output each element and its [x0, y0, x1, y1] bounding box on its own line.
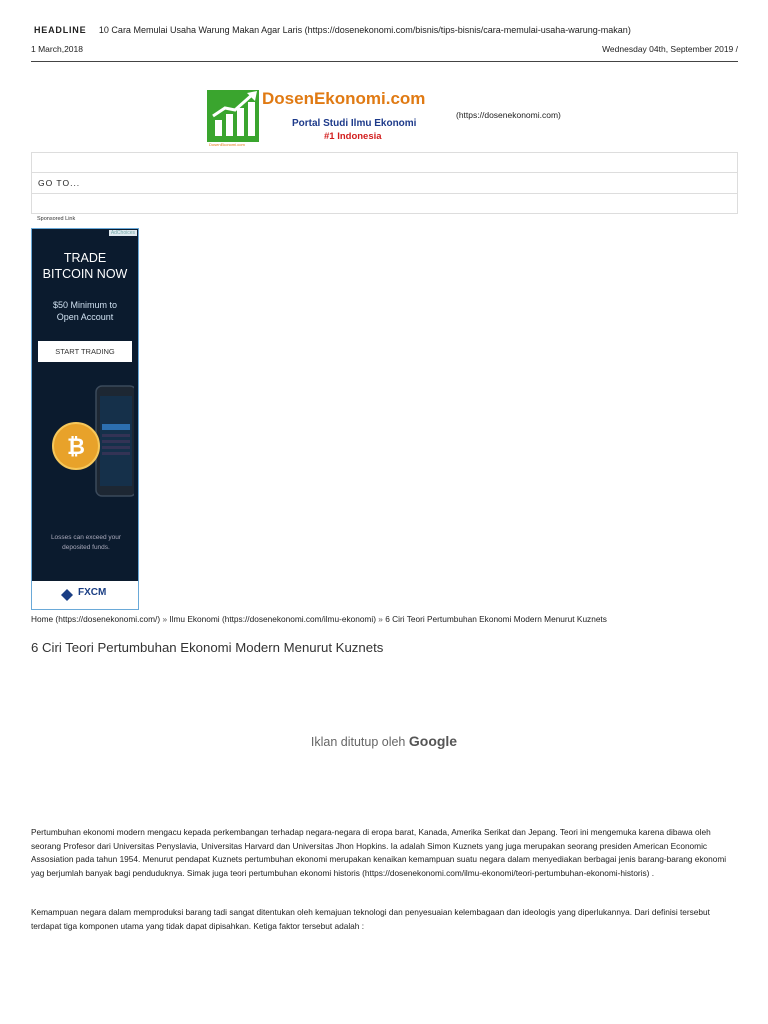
fxcm-brand: FXCM [78, 587, 107, 598]
fxcm-logo-icon [60, 588, 74, 602]
logo-image[interactable] [207, 88, 455, 146]
breadcrumb-separator: » [162, 614, 168, 624]
bitcoin-ad-banner[interactable] [31, 228, 139, 610]
logo-url[interactable]: (https://dosenekonomi.com) [456, 110, 561, 120]
ad-closed-text: Iklan ditutup oleh [310, 735, 406, 749]
bitcoin-phone-icon [38, 384, 134, 504]
ad-title: TRADE BITCOIN NOW [42, 251, 128, 281]
start-trading-button[interactable]: START TRADING [38, 341, 132, 362]
ad-closed-notice [0, 733, 768, 749]
adchoices-icon[interactable]: AdChoices [110, 230, 135, 236]
headline-bar [34, 25, 631, 35]
ad-subtitle: $50 Minimum to Open Account [52, 300, 118, 322]
headline-label: HEADLINE [34, 25, 87, 35]
ad-footer [32, 581, 138, 609]
post-date: 1 March,2018 [31, 44, 83, 54]
nav-row-top [32, 153, 737, 173]
breadcrumb-separator: » [378, 614, 383, 624]
article-paragraph-2: Kemampuan negara dalam memproduksi barang tadi sangat ditentukan oleh kemajuan teknologi dan penyesuaian kelembagaan dan ideologis yang diperlukannya. Dari definisi tersebut terdapat tiga komponen utama yang tidak dapat dipisahkan. Ketiga faktor tersebut adalah : [31, 907, 710, 931]
google-logo: Google [408, 733, 458, 749]
svg-text:DosenEkonomi.com: DosenEkonomi.com [209, 142, 245, 146]
svg-text:DosenEkonomi.com: DosenEkonomi.com [262, 89, 426, 108]
svg-text:Portal Studi Ilmu Ekonomi: Portal Studi Ilmu Ekonomi [292, 118, 417, 129]
historis-link[interactable]: teori pertumbuhan ekonomi historis (https://dosenekonomi.com/ilmu-ekonomi/teori-pertumbuhan-ekonomi-historis) [230, 867, 650, 878]
breadcrumb-category[interactable]: Ilmu Ekonomi (https://dosenekonomi.com/ilmu-ekonomi) [169, 614, 376, 624]
svg-text:#1 Indonesia: #1 Indonesia [324, 131, 382, 142]
nav-menu [31, 152, 738, 214]
breadcrumb [31, 614, 607, 624]
goto-dropdown[interactable]: GO TO... [32, 173, 737, 194]
article-paragraph-1: Pertumbuhan ekonomi modern mengacu kepada perkembangan terhadap negara-negara di eropa barat, Kanada, Amerika Serikat dan Jepang. Teori ini mengemuka karena dibawa oleh seorang Profesor dari Universitas Penyslavia, Universitas Harvard dan Universitas Jhon Hopkins. Ia adalah Simon Kuznets yang juga merupakan seorang presiden American Economic Assosiation pada tahun 1954. Menurut pendapat Kuznets pertumbuhan ekonomi merupakan kenaikan kemampuan suatu negara dalam menyediakan berbagai jenis barang-barang ekonomi yag berjumlah banyak bagi penduduknya. Simak juga teori pertumbuhan ekonomi historis (https://dosenekonomi.com/ilmu-ekonomi/teori-pertumbuhan-ekonomi-historis) . [31, 827, 727, 878]
headline-link[interactable]: 10 Cara Memulai Usaha Warung Makan Agar Laris (https://dosenekonomi.com/bisnis/tips-bisnis/cara-memulai-usaha-warung-makan) [98, 25, 631, 35]
ad-risk-note: Losses can exceed your deposited funds. [50, 534, 122, 551]
svg-text:₿: ₿ [67, 435, 85, 460]
breadcrumb-current: 6 Ciri Teori Pertumbuhan Ekonomi Modern Menurut Kuznets [385, 614, 607, 624]
sponsored-link-label: Sponsored Link [37, 216, 76, 222]
page-title: 6 Ciri Teori Pertumbuhan Ekonomi Modern Menurut Kuznets [31, 640, 384, 655]
breadcrumb-home[interactable]: Home (https://dosenekonomi.com/) [31, 614, 161, 624]
header-divider [31, 61, 738, 62]
current-date: Wednesday 04th, September 2019 / [602, 44, 738, 54]
